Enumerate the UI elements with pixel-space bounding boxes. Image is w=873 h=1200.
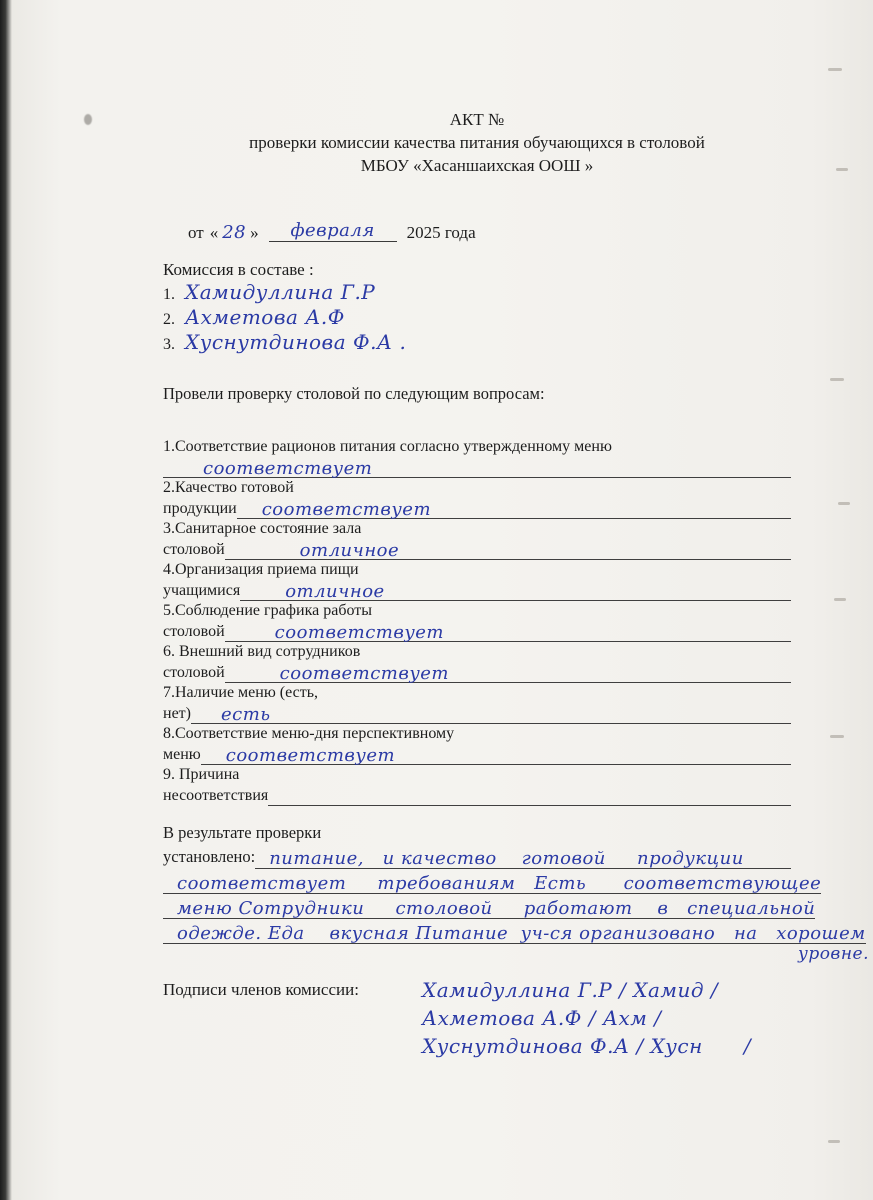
commission-member (163, 306, 791, 331)
date-prefix: от (188, 223, 204, 242)
result-blank-line (163, 894, 815, 919)
question-continuation: меню (163, 746, 201, 763)
result-handwritten-line: соответствует требованиям Есть соответствующее (177, 873, 822, 894)
answer-blank-line (268, 785, 791, 806)
question-continuation: столовой (163, 664, 225, 681)
result-blank-line (163, 919, 866, 944)
answer-handwritten: отличное (299, 540, 400, 561)
result-handwritten-line: меню Сотрудники столовой работают в специальной (177, 898, 816, 919)
answer-row (163, 785, 791, 806)
answer-row (163, 457, 791, 478)
date-close-quote: » (250, 223, 259, 242)
date-line (163, 217, 791, 243)
signatures-label: Подписи членов комиссии: (163, 980, 359, 999)
question-item-7 (163, 683, 791, 724)
question-text: 4.Организация приема пищи (163, 561, 359, 578)
question-item-3 (163, 519, 791, 560)
answer-handwritten: соответствует (261, 499, 432, 520)
scan-artifact (830, 735, 844, 738)
title-line-subject: проверки комиссии качества питания обучающихся в столовой (249, 133, 705, 152)
member-name-handwritten: Хамидуллина Г.Р (185, 280, 376, 304)
answer-handwritten: отличное (285, 581, 385, 602)
signatures-section (163, 976, 791, 1060)
question-continuation: столовой (163, 623, 225, 640)
answer-handwritten: соответствует (279, 663, 449, 684)
answer-row (163, 703, 791, 724)
question-text: 5.Соблюдение графика работы (163, 602, 373, 619)
answer-handwritten: соответствует (274, 622, 444, 643)
date-day-handwritten: 28 (222, 222, 247, 243)
answer-handwritten: соответствует (225, 745, 396, 766)
answer-blank-line (201, 744, 791, 765)
answer-blank-line (225, 539, 791, 560)
answer-blank-line (237, 498, 791, 519)
result-section (163, 822, 869, 964)
title-line-school: МБОУ «Хасаншаихская ООШ » (360, 156, 594, 175)
answer-blank-line (240, 580, 791, 601)
answer-blank-line (225, 662, 791, 683)
result-tail-row (163, 944, 869, 964)
answer-row (163, 498, 791, 519)
result-blank-line (255, 844, 791, 869)
result-handwritten-line: одежде. Еда вкусная Питание уч-ся организовано на хорошем (177, 923, 866, 944)
member-number: 3. (163, 336, 175, 353)
question-item-9 (163, 765, 791, 806)
question-item-5 (163, 601, 791, 642)
member-name-handwritten: Ахметова А.Ф (185, 305, 345, 329)
question-text: 9. Причина (163, 766, 240, 783)
question-text: 6. Внешний вид сотрудников (163, 643, 361, 660)
question-text: 7.Наличие меню (есть, (163, 684, 319, 701)
result-blank-line (163, 869, 821, 894)
result-row (163, 894, 816, 919)
question-continuation: нет) (163, 705, 191, 722)
signature-entries (422, 976, 751, 1060)
date-open-quote: « (209, 223, 219, 242)
scan-artifact (828, 68, 842, 71)
scan-artifact (828, 1140, 840, 1143)
question-text: 8.Соответствие меню-дня перспективному (163, 725, 455, 742)
result-row (163, 869, 822, 894)
result-handwritten-line: питание, и качество готовой продукции (269, 848, 744, 869)
scan-artifact (834, 598, 846, 601)
member-number: 2. (163, 311, 175, 328)
scan-edge-shadow (0, 0, 12, 1200)
answer-blank-line (163, 457, 791, 478)
intro-text: Провели проверку столовой по следующим вопросам: (163, 384, 545, 403)
commission-member (163, 331, 791, 356)
document-body (163, 108, 869, 1060)
question-text: 3.Санитарное состояние зала (163, 520, 362, 537)
result-row (163, 919, 866, 944)
question-continuation: столовой (163, 541, 225, 558)
commission-heading: Комиссия в составе : (163, 260, 314, 279)
answer-handwritten: соответствует (203, 458, 373, 479)
result-row (163, 844, 791, 869)
scan-artifact (836, 168, 848, 171)
questions-list (163, 437, 791, 806)
answer-row (163, 580, 791, 601)
scan-dot-artifact (84, 114, 92, 125)
answer-row (163, 621, 791, 642)
result-handwritten-tail: уровне. (797, 944, 869, 964)
scan-artifact (838, 502, 850, 505)
date-month-blank (269, 220, 397, 242)
date-month-handwritten: февраля (290, 220, 375, 241)
answer-row (163, 662, 791, 683)
signature-handwritten-2: Ахметова А.Ф / Ахм / (422, 1006, 662, 1030)
member-name-handwritten: Хуснутдинова Ф.А . (185, 330, 407, 354)
question-item-4 (163, 560, 791, 601)
signature-handwritten-3: Хуснутдинова Ф.А / Хусн / (422, 1034, 752, 1058)
answer-blank-line (191, 703, 791, 724)
title-line-act-number: АКТ № (449, 110, 505, 129)
question-continuation: продукции (163, 500, 237, 517)
question-text: 2.Качество готовой (163, 479, 294, 496)
signature-handwritten-1: Хамидуллина Г.Р / Хамид / (422, 978, 719, 1002)
result-heading: В результате проверки (163, 823, 322, 842)
document-title (163, 108, 791, 177)
result-label: установлено: (163, 847, 256, 866)
answer-blank-line (225, 621, 791, 642)
question-continuation: несоответствия (163, 787, 269, 804)
commission-member (163, 281, 791, 306)
commission-section (163, 259, 791, 356)
scan-artifact (830, 378, 844, 381)
question-continuation: учащимися (163, 582, 241, 599)
question-item-8 (163, 724, 791, 765)
answer-row (163, 539, 791, 560)
member-number: 1. (163, 286, 175, 303)
question-item-6 (163, 642, 791, 683)
answer-handwritten: есть (220, 704, 271, 725)
answer-row (163, 744, 791, 765)
question-text: 1.Соответствие рационов питания согласно утвержденному меню (163, 438, 612, 455)
question-item-2 (163, 478, 791, 519)
date-year: 2025 года (406, 223, 476, 242)
question-item-1 (163, 437, 791, 478)
